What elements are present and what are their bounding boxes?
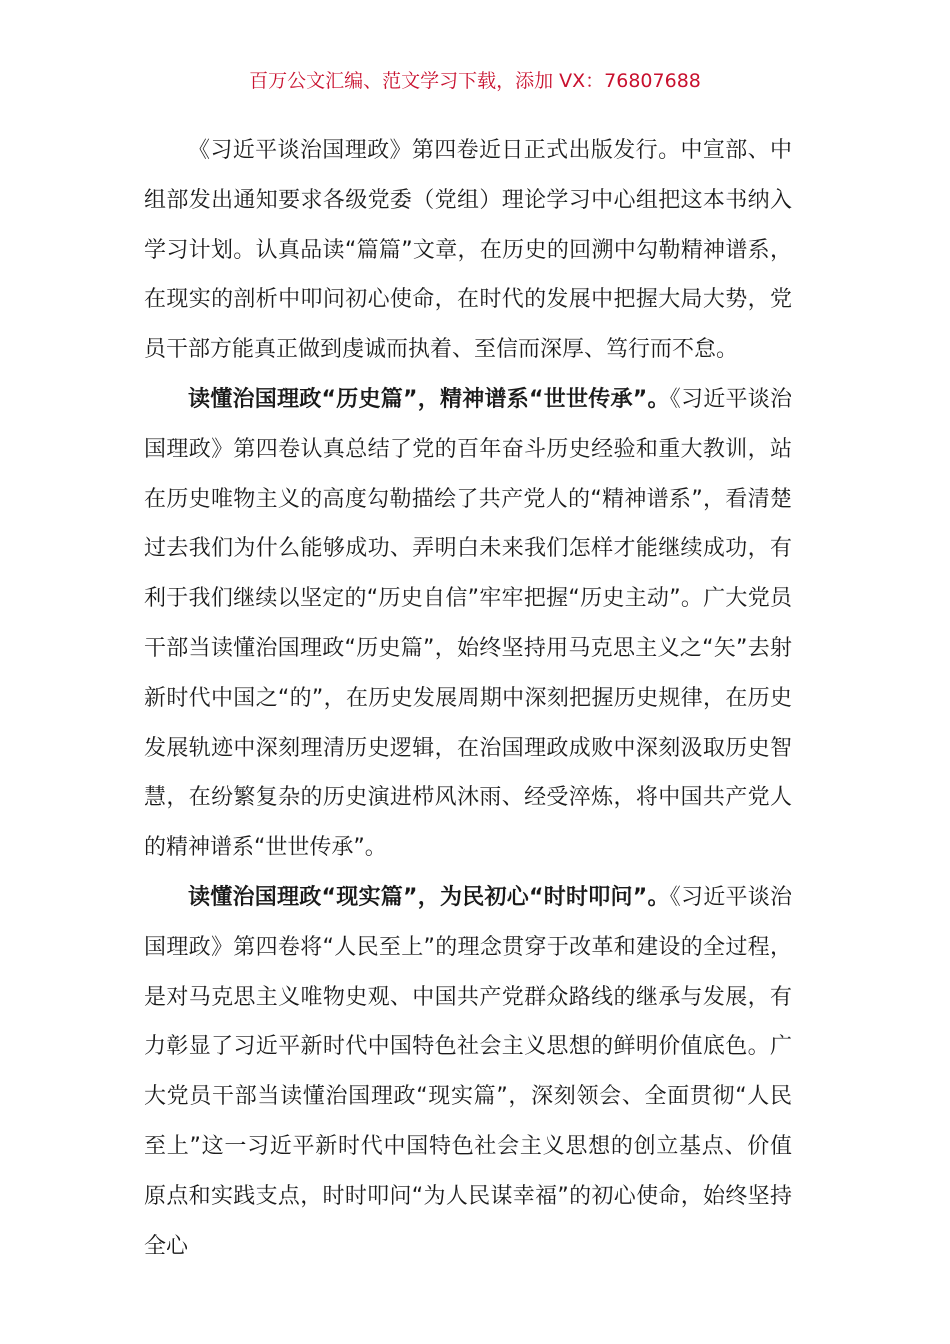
- paragraph-reality: [144, 873, 792, 1271]
- paragraph-lead: 读懂治国理政“历史篇”，精神谱系“世世传承”。: [188, 386, 670, 412]
- document-body: [144, 126, 792, 1271]
- watermark-header: 百万公文汇编、范文学习下载，添加 VX：76807688: [249, 70, 701, 92]
- paragraph-lead: 读懂治国理政“现实篇”，为民初心“时时叩问”。: [188, 884, 670, 910]
- paragraph-history: [144, 375, 792, 873]
- paragraph-text: 《习近平谈治国理政》第四卷认真总结了党的百年奋斗历史经验和重大教训，站在历史唯物主义的高度勾勒描绘了共产党人的“精神谱系”，看清楚过去我们为什么能够成功、弄明白未来我们怎样才能继续成功，有利于我们继续以坚定的“历史自信”牢牢把握“历史主动”。广大党员干部当读懂治国理政“历史篇”，始终坚持用马克思主义之“矢”去射新时代中国之“的”，在历史发展周期中深刻把握历史规律，在历史发展轨迹中深刻理清历史逻辑，在治国理政成败中深刻汲取历史智慧，在纷繁复杂的历史演进栉风沐雨、经受淬炼，将中国共产党人的精神谱系“世世传承”。: [144, 386, 792, 861]
- paragraph-text: 《习近平谈治国理政》第四卷将“人民至上”的理念贯穿于改革和建设的全过程，是对马克思主义唯物史观、中国共产党群众路线的继承与发展，有力彰显了习近平新时代中国特色社会主义思想的鲜明价值底色。广大党员干部当读懂治国理政“现实篇”，深刻领会、全面贯彻“人民至上”这一习近平新时代中国特色社会主义思想的创立基点、价值原点和实践支点，时时叩问“为人民谋幸福”的初心使命，始终坚持全心: [144, 884, 792, 1259]
- paragraph-intro: [144, 126, 792, 375]
- paragraph-text: 《习近平谈治国理政》第四卷近日正式出版发行。中宣部、中组部发出通知要求各级党委（党组）理论学习中心组把这本书纳入学习计划。认真品读“篇篇”文章，在历史的回溯中勾勒精神谱系，在现实的剖析中叩问初心使命，在时代的发展中把握大局大势，党员干部方能真正做到虔诚而执着、至信而深厚、笃行而不怠。: [144, 138, 792, 363]
